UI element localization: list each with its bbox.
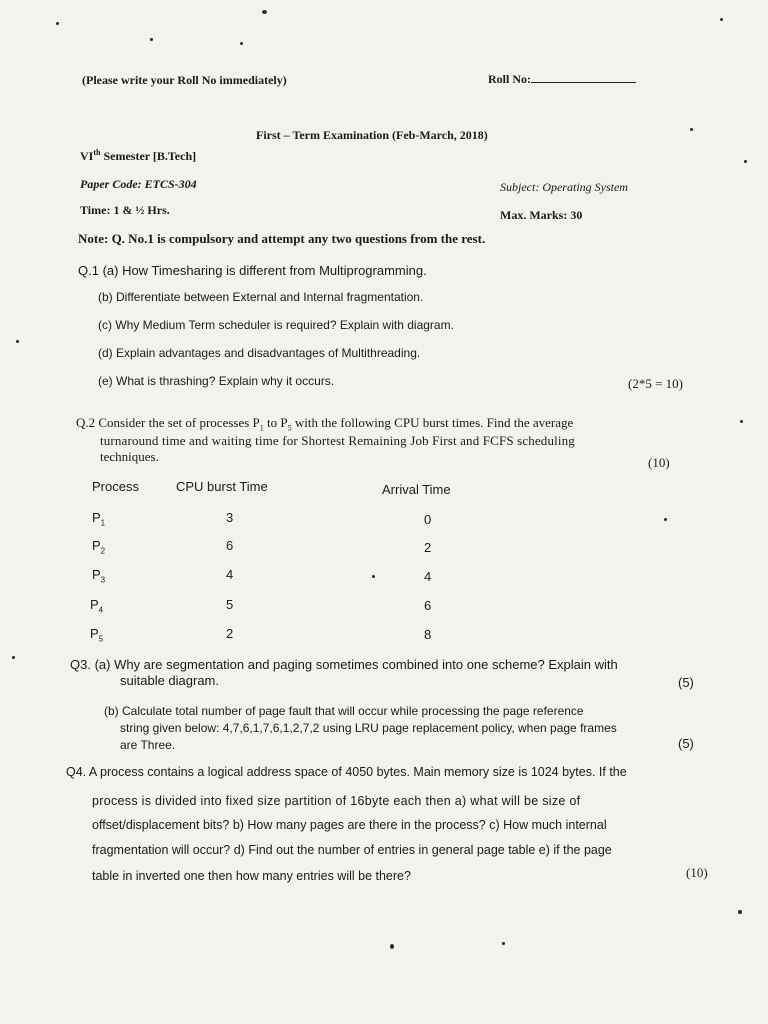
q2-line2: turnaround time and waiting time for Shortest Remaining Job First and FCFS scheduling xyxy=(100,433,575,448)
q1-d: (d) Explain advantages and disadvantages of Multithreading. xyxy=(98,346,421,360)
scan-speck xyxy=(56,22,59,25)
scan-speck xyxy=(664,518,667,521)
q3-b-line2: string given below: 4,7,6,1,7,6,1,2,7,2 using LRU page replacement policy, when page frames xyxy=(120,721,617,735)
q1-c: (c) Why Medium Term scheduler is required? Explain with diagram. xyxy=(98,318,454,332)
q3-a-line2: suitable diagram. xyxy=(120,673,219,688)
table-row-arrival: 0 xyxy=(424,512,432,527)
table-row-arrival: 8 xyxy=(424,627,432,642)
q4-line5: table in inverted one then how many entries will be there? xyxy=(92,869,411,883)
table-row-process: $P_4$ xyxy=(90,597,104,615)
table-header-process: Process xyxy=(92,479,139,494)
q1-e: (e) What is thrashing? Explain why it occurs. xyxy=(98,374,335,388)
scan-speck xyxy=(390,944,394,949)
subject: Subject: Operating System xyxy=(500,180,628,194)
table-row-arrival: 4 xyxy=(424,569,432,584)
scan-speck xyxy=(12,656,15,659)
semester: VIth Semester [B.Tech] xyxy=(80,148,197,163)
q4-marks: (10) xyxy=(686,865,708,880)
exam-title: First – Term Examination (Feb-March, 2018) xyxy=(256,128,488,142)
table-row-burst: 4 xyxy=(226,567,234,582)
table-header-burst: CPU burst Time xyxy=(176,479,268,494)
table-row-burst: 2 xyxy=(226,626,234,641)
scan-speck xyxy=(690,128,693,131)
note: Note: Q. No.1 is compulsory and attempt any two questions from the rest. xyxy=(78,231,486,246)
table-row-burst: 6 xyxy=(226,538,234,553)
paper-code: Paper Code: ETCS-304 xyxy=(80,177,197,191)
q3-a-line1: Q3. (a) Why are segmentation and paging sometimes combined into one scheme? Explain with xyxy=(70,657,618,672)
table-row-process: $P_1$ xyxy=(92,510,106,528)
roll-no-field xyxy=(488,70,636,87)
table-row-process: $P_5$ xyxy=(90,626,104,644)
time-allowed: Time: 1 & ½ Hrs. xyxy=(80,203,170,217)
table-header-arrival: Arrival Time xyxy=(382,482,451,497)
q1-marks: (2*5 = 10) xyxy=(628,376,683,391)
q4-line1: Q4. A process contains a logical address space of 4050 bytes. Main memory size is 1024 bytes. If the xyxy=(66,765,627,779)
q4-line3: offset/displacement bits? b) How many pages are there in the process? c) How much internal xyxy=(92,818,607,832)
roll-no-label: Roll No: xyxy=(488,72,531,86)
table-row-burst: 3 xyxy=(226,510,234,525)
q4-line2: process is divided into fixed size partition of 16byte each then a) what will be size of xyxy=(92,794,581,808)
table-row-burst: 5 xyxy=(226,597,234,612)
table-row-arrival: 2 xyxy=(424,540,432,555)
table-row-arrival: 6 xyxy=(424,598,432,613)
scan-speck xyxy=(240,42,243,45)
scan-speck xyxy=(502,942,505,945)
q1-a: Q.1 (a) How Timesharing is different from Multiprogramming. xyxy=(78,263,427,278)
roll-no-blank xyxy=(531,70,636,83)
q2-line1: Q.2 Consider the set of processes $P_1$ to $P_5$ with the following CPU burst times. Find the average xyxy=(76,415,574,433)
q3-a-marks: (5) xyxy=(678,675,694,690)
scan-speck xyxy=(744,160,747,163)
q3-b-line1: (b) Calculate total number of page fault that will occur while processing the page reference xyxy=(104,704,584,718)
q4-line4: fragmentation will occur? d) Find out the number of entries in general page table e) if the page xyxy=(92,843,612,857)
max-marks: Max. Marks: 30 xyxy=(500,208,583,222)
q3-b-marks: (5) xyxy=(678,736,694,751)
q2-line3: techniques. xyxy=(100,449,159,464)
scan-speck xyxy=(150,38,153,41)
q3-b-line3: are Three. xyxy=(120,738,176,752)
q1-b: (b) Differentiate between External and Internal fragmentation. xyxy=(98,290,424,304)
roll-instruction: (Please write your Roll No immediately) xyxy=(82,73,287,87)
scan-speck xyxy=(720,18,723,21)
scan-speck xyxy=(372,575,375,578)
scan-speck xyxy=(740,420,743,423)
table-row-process: $P_3$ xyxy=(92,567,106,585)
scan-speck xyxy=(16,340,19,343)
table-row-process: $P_2$ xyxy=(92,538,106,556)
scan-speck xyxy=(738,910,742,914)
q2-marks: (10) xyxy=(648,455,670,470)
scan-speck xyxy=(262,10,267,14)
